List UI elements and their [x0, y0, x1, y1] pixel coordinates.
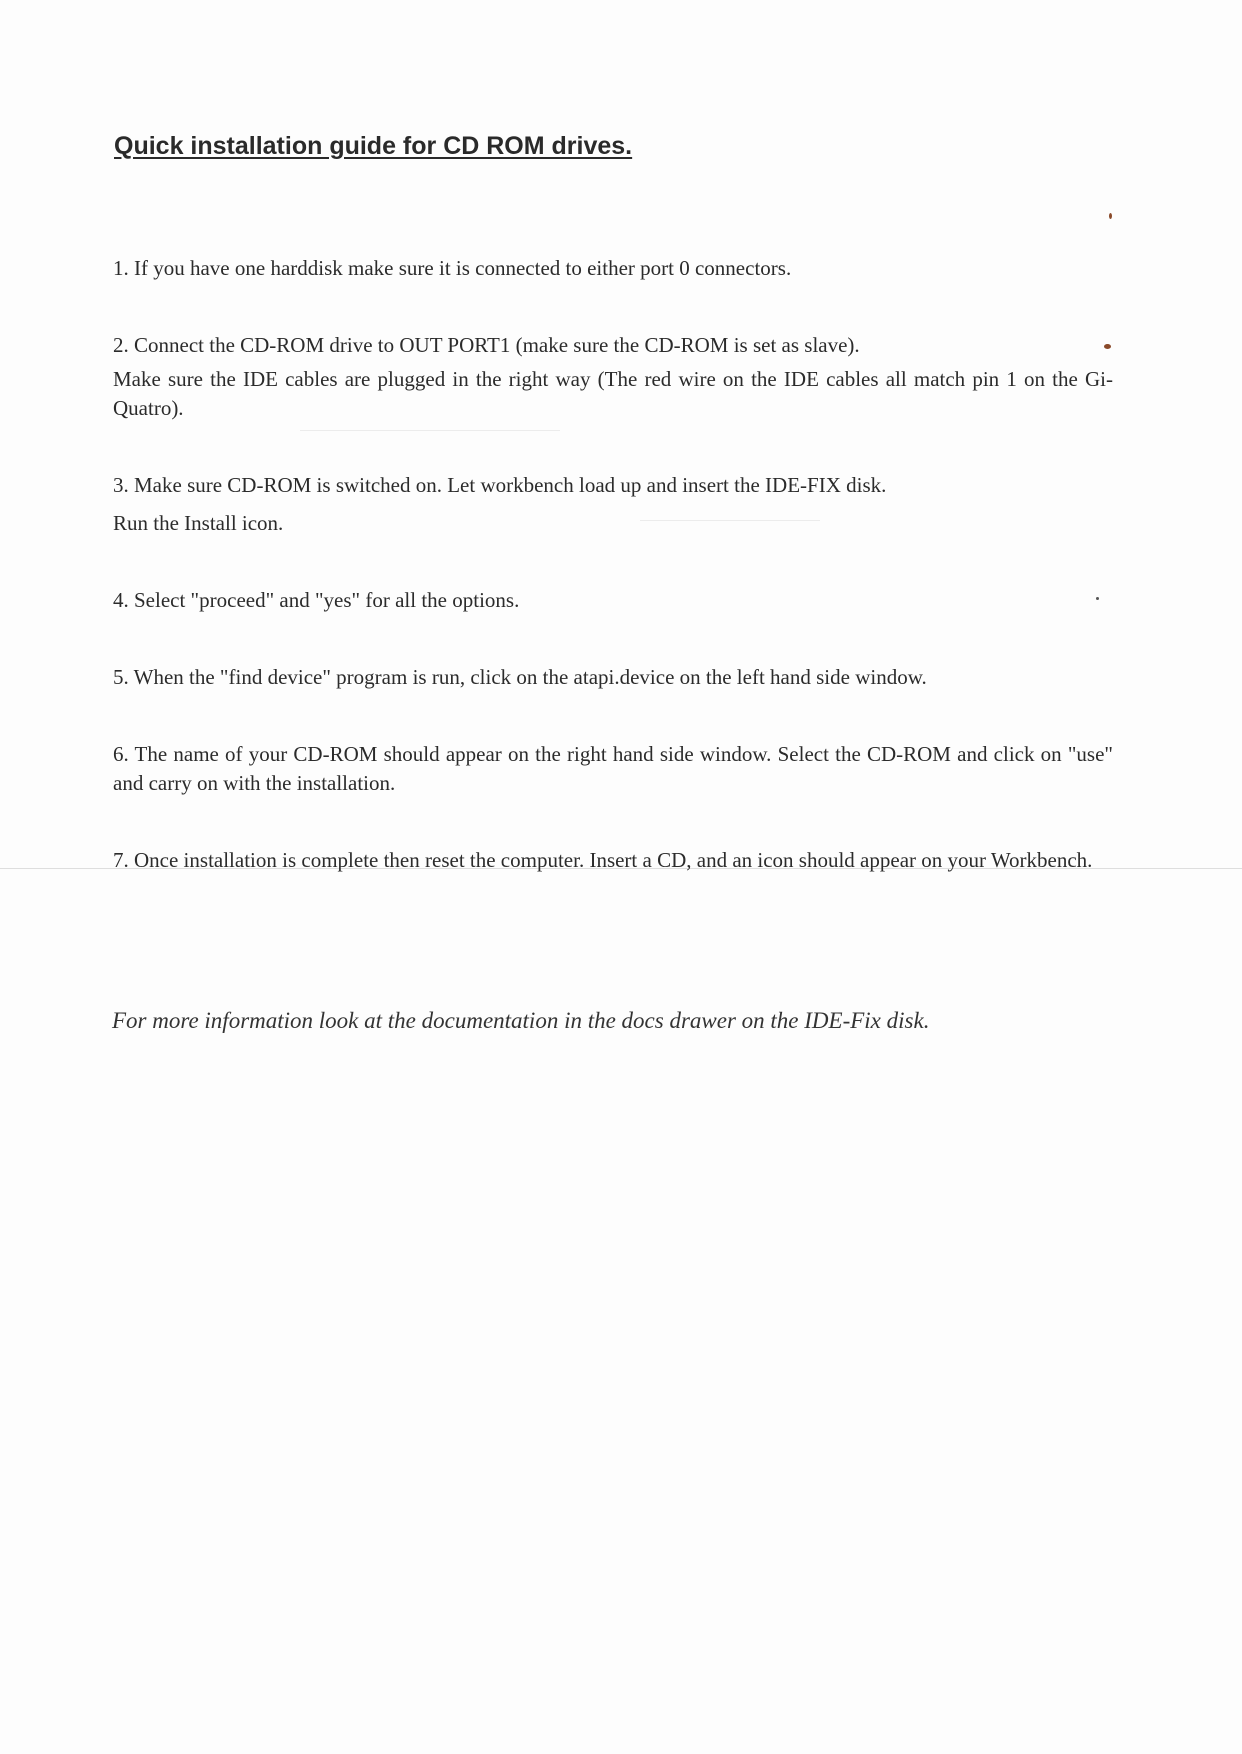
step-text: Make sure the IDE cables are plugged in the right way (The red wire on the IDE cables all match pin 1 on the Gi-Quatro).: [113, 367, 1113, 420]
footer-note: For more information look at the documentation in the docs drawer on the IDE-Fix disk.: [112, 1008, 930, 1033]
step-text: 2. Connect the CD-ROM drive to OUT PORT1 (make sure the CD-ROM is set as slave).: [113, 333, 860, 357]
step-text: 4. Select "proceed" and "yes" for all the options.: [113, 588, 520, 612]
step-2: [113, 331, 1113, 423]
step-text: 5. When the "find device" program is run, click on the atapi.device on the left hand side window.: [113, 665, 927, 689]
step-4: [113, 586, 1113, 615]
step-3: [113, 471, 1113, 538]
step-7: [113, 846, 1113, 875]
step-text: 3. Make sure CD-ROM is switched on. Let workbench load up and insert the IDE-FIX disk.: [113, 473, 887, 497]
step-text: 1. If you have one harddisk make sure it is connected to either port 0 connectors.: [113, 256, 792, 280]
step-5: [113, 663, 1113, 692]
step-6: [113, 740, 1113, 798]
step-1: [113, 254, 1113, 283]
installation-steps: [113, 254, 1113, 923]
rust-stain: [1109, 213, 1112, 219]
step-text: Run the Install icon.: [113, 511, 284, 535]
page-title: Quick installation guide for CD ROM drives.: [114, 132, 633, 160]
step-text: 7. Once installation is complete then reset the computer. Insert a CD, and an icon should appear on your Workbench.: [113, 848, 1093, 872]
step-text: 6. The name of your CD-ROM should appear on the right hand side window. Select the CD-ROM and click on "use" and carry on with the installation.: [113, 742, 1113, 795]
